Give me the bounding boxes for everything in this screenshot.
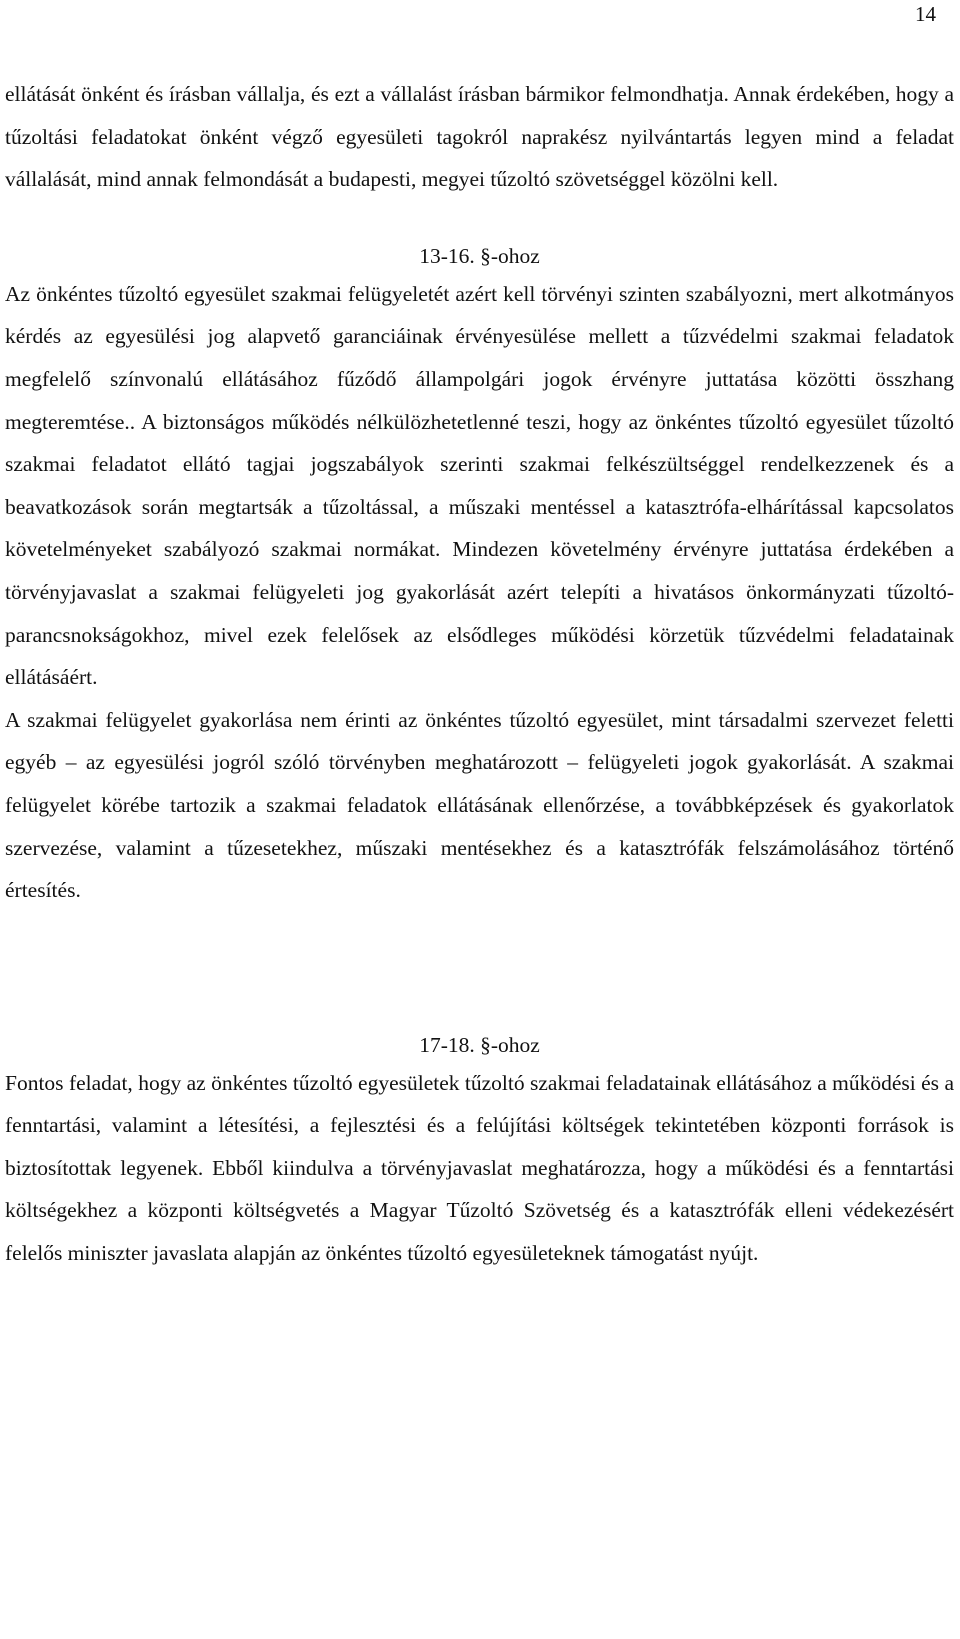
spacer [5, 201, 954, 239]
paragraph-supervision: Az önkéntes tűzoltó egyesület szakmai felügyeletét azért kell törvényi szinten szabályozni, mert alkotmányos kérdés az egyesülési jog alapvető garanciáinak érvényesülése mellett a tűzvédelmi szakmai feladatok megfelelő színvonalú ellátásához fűződő állampolgári jogok érvényre juttatása közötti összhang megteremtése.. A biztonságos működés nélkülözhetetlenné teszi, hogy az önkéntes tűzoltó egyesület tűzoltó szakmai feladatot ellátó tagjai jogszabályok szerinti szakmai felkészültséggel rendelkezzenek és a beavatkozások során megtartsák a tűzoltással, a műszaki mentéssel a katasztrófa-elhárítással kapcsolatos követelményeket szabályozó szakmai normákat. Mindezen követelmény érvényre juttatása érdekében a törvényjavaslat a szakmai felügyeleti jog gyakorlását azért telepíti a hivatásos önkormányzati tűzoltó-parancsnokságokhoz, mivel ezek felelősek az elsődleges működési körzetük tűzvédelmi feladatainak ellátásáért. [5, 281, 954, 690]
section-heading-17-18: 17-18. §-ohoz [419, 1032, 540, 1057]
document-body [5, 73, 954, 1275]
page-number: 14 [915, 2, 936, 26]
paragraph-funding: Fontos feladat, hogy az önkéntes tűzoltó egyesületek tűzoltó szakmai feladatainak ellátásához a működési és a fenntartási, valamint a létesítési, a fejlesztési és a felújítási költségek tekintetében központi források is biztosítottak legyenek. Ebből kiindulva a törvényjavaslat meghatározza, hogy a működési és a fenntartási költségekhez a központi költségvetés a Magyar Tűzoltó Szövetség és a katasztrófák elleni védekezésért felelős miniszter javaslata alapján az önkéntes tűzoltó egyesületeknek támogatást nyújt. [5, 1070, 954, 1266]
paragraph-supervision-scope: A szakmai felügyelet gyakorlása nem érinti az önkéntes tűzoltó egyesület, mint társadalmi szervezet feletti egyéb – az egyesülési jogról szóló törvényben meghatározott – felügyeleti jogok gyakorlását. A szakmai felügyelet körébe tartozik a szakmai feladatok ellátásának ellenőrzése, a továbbképzések és gyakorlatok szervezése, valamint a tűzesetekhez, műszaki mentésekhez és a katasztrófák felszámolásához történő értesítés. [5, 707, 954, 903]
paragraph-continuation: ellátását önként és írásban vállalja, és ezt a vállalást írásban bármikor felmondhatja. Annak érdekében, hogy a tűzoltási feladatokat önként végző egyesületi tagokról naprakész nyilvántartás legyen mind a feladat vállalását, mind annak felmondását a budapesti, megyei tűzoltó szövetséggel közölni kell. [5, 82, 954, 192]
section-heading-13-16: 13-16. §-ohoz [419, 243, 540, 268]
spacer [5, 912, 954, 1028]
